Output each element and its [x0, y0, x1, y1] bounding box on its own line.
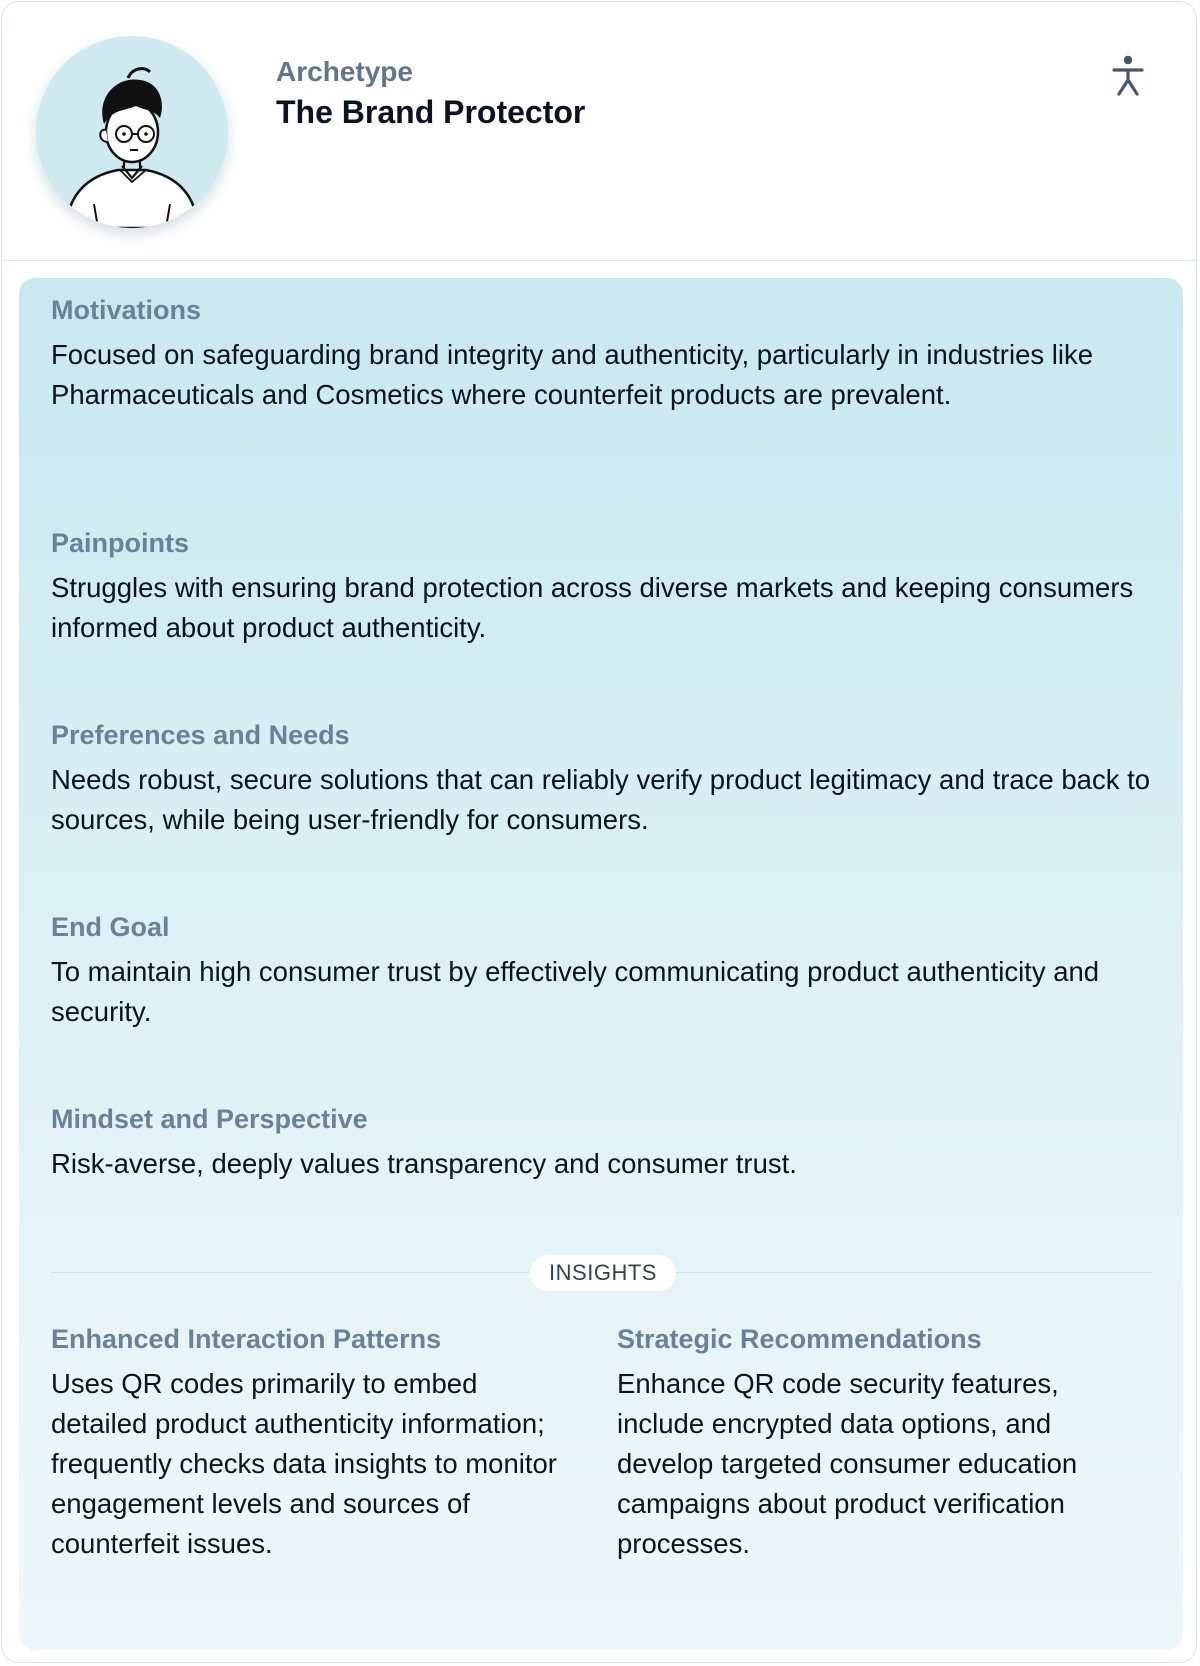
person-avatar-icon: [36, 36, 228, 228]
recommendations-text: Enhance QR code security features, include encrypted data options, and develop targeted consumer education campaigns about product verification processes.: [617, 1368, 1078, 1559]
mindset-heading: Mindset and Perspective: [51, 1104, 368, 1134]
mindset-text: Risk-averse, deeply values transparency and consumer trust.: [51, 1148, 797, 1179]
interaction-patterns-heading: Enhanced Interaction Patterns: [51, 1324, 442, 1354]
persona-details-panel: [19, 278, 1183, 1650]
persona-header: [2, 2, 1196, 261]
motivations-heading: Motivations: [51, 295, 202, 325]
painpoints-text: Struggles with ensuring brand protection across diverse markets and keeping consumers informed about product authenticity.: [51, 572, 1134, 643]
end-goal-text: To maintain high consumer trust by effectively communicating product authenticity and security.: [51, 956, 1100, 1027]
insights-label: INSIGHTS: [530, 1255, 676, 1291]
interaction-patterns-text: Uses QR codes primarily to embed detailed product authenticity information; frequently checks data insights to monitor engagement levels and sources of counterfeit issues.: [51, 1368, 557, 1559]
motivations-text: Focused on safeguarding brand integrity and authenticity, particularly in industries like Pharmaceuticals and Cosmetics where counterfeit products are prevalent.: [51, 339, 1094, 410]
avatar: [36, 36, 228, 228]
persona-card: [1, 1, 1197, 1663]
preferences-heading: Preferences and Needs: [51, 720, 350, 750]
archetype-title: The Brand Protector: [276, 94, 586, 130]
painpoints-heading: Painpoints: [51, 528, 190, 558]
archetype-label: Archetype: [276, 56, 413, 87]
accessibility-icon[interactable]: [1110, 54, 1146, 98]
recommendations-heading: Strategic Recommendations: [617, 1324, 982, 1354]
end-goal-heading: End Goal: [51, 912, 170, 942]
preferences-text: Needs robust, secure solutions that can reliably verify product legitimacy and trace back to sources, while being user-friendly for consumers.: [51, 764, 1151, 835]
